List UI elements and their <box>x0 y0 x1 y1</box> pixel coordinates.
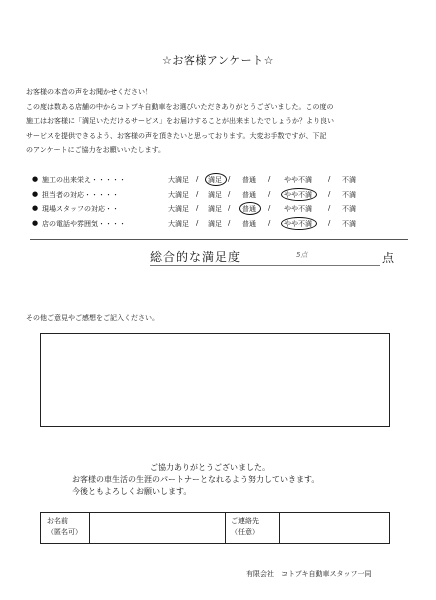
option-separator: / <box>196 204 199 212</box>
rating-option[interactable]: 不満 <box>342 219 356 228</box>
option-separator: / <box>268 189 271 198</box>
thanks-line: ご協力ありがとうございました。 <box>150 463 270 472</box>
bullet-icon: ● <box>32 204 39 212</box>
intro-line: のアンケートにご協力をお願いいたします。 <box>26 146 166 154</box>
contact-table <box>40 512 390 544</box>
option-separator: / <box>196 189 199 198</box>
rating-option[interactable]: やや不満 <box>284 190 312 199</box>
overall-score-unit: 点 <box>382 251 395 265</box>
rating-row <box>32 204 422 219</box>
footer-signature: 有限会社 コトブキ自動車スタッフ一同 <box>246 570 372 578</box>
rating-option[interactable]: 普通 <box>242 176 256 184</box>
name-label-cell <box>41 513 90 543</box>
option-separator: / <box>328 218 331 227</box>
rating-option[interactable]: 普通 <box>242 219 256 228</box>
rating-option[interactable]: 普通 <box>242 205 256 213</box>
rating-option[interactable]: やや不満 <box>284 205 312 213</box>
phone-label: ご連絡先 <box>231 517 259 525</box>
overall-score-underline <box>150 265 380 266</box>
rating-row <box>32 190 422 205</box>
name-label-note: （匿名可） <box>47 528 82 536</box>
selected-circle-mark <box>239 202 261 215</box>
rating-option[interactable]: 不満 <box>342 176 356 184</box>
rating-row-label: 担当者の対応・・・・・ <box>42 190 119 199</box>
bullet-icon: ● <box>32 175 39 183</box>
intro-paragraph <box>26 85 418 158</box>
option-separator: / <box>328 204 331 212</box>
intro-line: 施工はお客様に「満足いただけるサービス」をお届けすることが出来ましたでしょうか？より良い <box>26 117 334 125</box>
rating-option[interactable]: やや不満 <box>284 219 312 228</box>
rating-option[interactable]: 不満 <box>342 190 356 199</box>
overall-satisfaction-label: 総合的な満足度 <box>150 250 242 264</box>
rating-option[interactable]: 不満 <box>342 205 356 213</box>
rating-row-label: 店の電話や雰囲気・・・・ <box>42 219 126 228</box>
selected-circle-mark <box>281 217 317 230</box>
divider <box>30 239 408 240</box>
option-separator: / <box>196 175 199 183</box>
option-separator: / <box>328 189 331 198</box>
option-separator: / <box>228 218 231 227</box>
option-separator: / <box>228 204 231 212</box>
bullet-icon: ● <box>32 218 39 227</box>
other-comments-prompt: その他ご意見やご感想をご記入ください。 <box>26 314 159 322</box>
intro-line: この度は数ある店舗の中からコトブキ自動車をお選びいただきありがとうございました。この度の <box>26 102 334 111</box>
option-separator: / <box>268 175 271 183</box>
rating-option[interactable]: 大満足 <box>168 205 189 213</box>
page-title: ☆お客様アンケート☆ <box>161 54 275 67</box>
intro-line: お客様の本音の声をお聞かせください！ <box>26 88 152 96</box>
rating-option[interactable]: 大満足 <box>168 219 189 228</box>
rating-option[interactable]: 普通 <box>242 190 256 199</box>
selected-circle-mark <box>281 188 317 201</box>
rating-row-label: 現場スタッフの対応・・ <box>42 205 119 213</box>
rating-option[interactable]: 満足 <box>208 205 222 213</box>
phone-label-cell <box>225 513 280 543</box>
option-separator: / <box>228 189 231 198</box>
rating-row-label: 施工の出来栄え・・・・・ <box>42 176 126 184</box>
rating-table <box>32 175 422 233</box>
overall-score-handwritten: 5点 <box>296 251 308 259</box>
comment-box[interactable] <box>40 333 390 427</box>
selected-circle-mark <box>205 173 227 186</box>
thanks-line: お客様の車生活の生涯のパートナーとなれるよう努力していきます。 <box>72 475 320 484</box>
rating-row <box>32 219 422 234</box>
option-separator: / <box>268 218 271 227</box>
phone-field[interactable] <box>279 513 388 543</box>
rating-option[interactable]: 大満足 <box>168 176 189 184</box>
rating-option[interactable]: 大満足 <box>168 190 189 199</box>
thanks-message <box>0 462 436 498</box>
name-field[interactable] <box>89 513 226 543</box>
phone-label-note: （任意） <box>231 528 259 536</box>
option-separator: / <box>228 175 231 183</box>
bullet-icon: ● <box>32 189 39 198</box>
rating-option[interactable]: 満足 <box>208 190 222 199</box>
name-label: お名前 <box>47 517 68 525</box>
option-separator: / <box>196 218 199 227</box>
intro-line: サービスを提供できるよう、お客様の声を頂きたいと思っております。大変お手数ですが、下記 <box>26 131 327 140</box>
option-separator: / <box>268 204 271 212</box>
rating-option[interactable]: 満足 <box>208 176 222 184</box>
option-separator: / <box>328 175 331 183</box>
rating-row <box>32 175 422 190</box>
rating-option[interactable]: 満足 <box>208 219 222 228</box>
rating-option[interactable]: やや不満 <box>284 176 312 184</box>
thanks-line: 今後ともよろしくお願いします。 <box>72 487 192 496</box>
